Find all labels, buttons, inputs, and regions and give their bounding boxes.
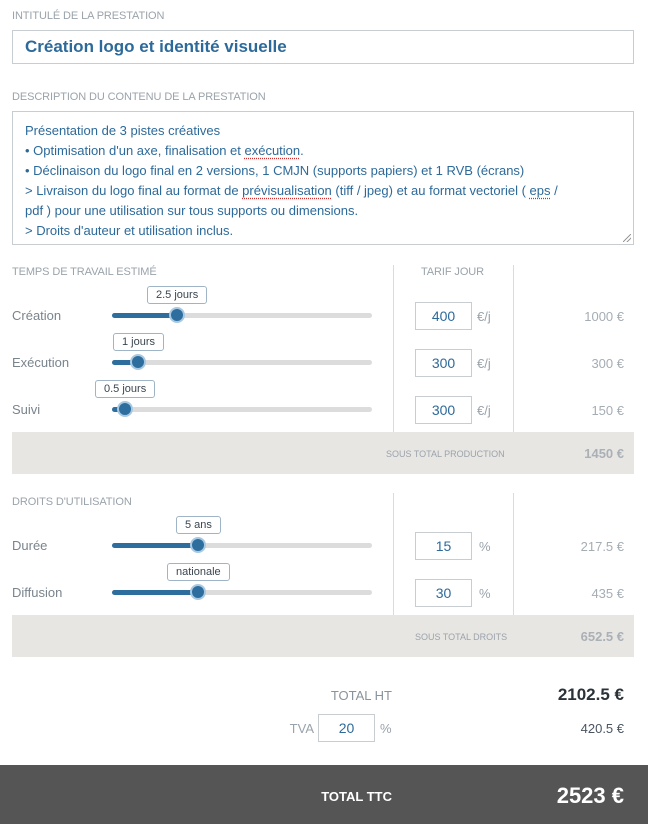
diffusion-percent-input[interactable]: 30 — [415, 579, 472, 607]
work-row-label-suivi: Suivi — [12, 402, 41, 417]
slider-fill — [112, 543, 198, 548]
rate-column-label: TARIF JOUR — [421, 266, 484, 278]
description-text: (tiff / jpeg) et au format vectoriel ( — [331, 183, 530, 198]
slider-track — [112, 360, 372, 365]
duree-amount: 217.5 € — [580, 539, 624, 554]
total-ttc-label: TOTAL TTC — [321, 789, 392, 804]
slider-value-tooltip: 2.5 jours — [147, 286, 207, 304]
rights-section-label: DROITS D'UTILISATION — [12, 496, 132, 508]
slider-track — [112, 407, 372, 412]
creation-amount: 1000 € — [584, 309, 624, 324]
slider-fill — [112, 590, 198, 595]
column-divider — [513, 493, 514, 615]
production-subtotal-label: SOUS TOTAL PRODUCTION — [386, 449, 505, 459]
duree-slider[interactable] — [112, 519, 372, 556]
rate-unit: €/j — [477, 356, 491, 371]
description-text: . — [300, 143, 304, 158]
tva-value: 420.5 € — [580, 721, 624, 736]
tva-rate-input[interactable]: 20 — [318, 714, 375, 742]
column-divider — [513, 265, 514, 432]
tva-percent-unit: % — [380, 721, 392, 736]
duree-percent-input[interactable]: 15 — [415, 532, 472, 560]
rights-subtotal-label: SOUS TOTAL DROITS — [415, 632, 508, 642]
description-line: > Droits d'auteur et utilisation inclus. — [25, 223, 234, 238]
slider-handle[interactable] — [190, 584, 206, 600]
slider-value-tooltip: 0.5 jours — [95, 380, 155, 398]
description-section-label: DESCRIPTION DU CONTENU DE LA PRESTATION — [12, 91, 266, 103]
work-row-label-creation: Création — [12, 308, 62, 323]
slider-handle[interactable] — [130, 354, 146, 370]
percent-unit: % — [479, 586, 491, 601]
column-divider — [393, 265, 394, 432]
description-line — [25, 141, 621, 161]
diffusion-slider[interactable] — [112, 566, 372, 603]
description-line: pdf ) pour une utilisation sur tous supports ou dimensions. — [25, 203, 359, 218]
slider-handle[interactable] — [190, 537, 206, 553]
title-section-label: INTITULÉ DE LA PRESTATION — [12, 10, 165, 22]
description-text: • Optimisation d'un axe, finalisation et — [25, 143, 245, 158]
rights-row-label-diffusion: Diffusion — [12, 585, 63, 600]
production-subtotal-value: 1450 € — [584, 446, 624, 461]
prestation-title-input[interactable]: Création logo et identité visuelle — [12, 30, 634, 64]
suivi-slider[interactable] — [104, 383, 372, 420]
column-divider — [393, 493, 394, 615]
execution-rate-input[interactable]: 300 — [415, 349, 472, 377]
description-line — [25, 181, 621, 201]
spellcheck-word: prévisualisation — [242, 183, 332, 198]
rights-subtotal-value: 652.5 € — [580, 629, 624, 644]
description-textarea[interactable] — [12, 111, 634, 245]
work-section-label: TEMPS DE TRAVAIL ESTIMÉ — [12, 266, 157, 278]
percent-unit: % — [479, 539, 491, 554]
production-subtotal-band — [12, 432, 634, 474]
total-ttc-bar — [0, 765, 648, 824]
slider-value-tooltip: 1 jours — [113, 333, 164, 351]
total-ttc-value: 2523 € — [556, 783, 624, 808]
execution-slider[interactable] — [112, 336, 372, 373]
rate-unit: €/j — [477, 403, 491, 418]
slider-handle[interactable] — [117, 401, 133, 417]
creation-rate-input[interactable]: 400 — [415, 302, 472, 330]
total-ht-value: 2102.5 € — [557, 685, 624, 704]
description-text: > Livraison du logo final au format de — [25, 183, 243, 198]
resize-grip-icon[interactable] — [623, 234, 631, 242]
work-row-label-execution: Exécution — [12, 355, 70, 370]
suivi-amount: 150 € — [591, 403, 624, 418]
slider-handle[interactable] — [169, 307, 185, 323]
diffusion-amount: 435 € — [591, 586, 624, 601]
rate-unit: €/j — [477, 309, 491, 324]
description-line: Présentation de 3 pistes créatives — [25, 123, 221, 138]
spellcheck-word: eps — [529, 183, 551, 198]
execution-amount: 300 € — [591, 356, 624, 371]
tva-label: TVA — [289, 721, 314, 736]
rights-subtotal-band — [12, 615, 634, 657]
creation-slider[interactable] — [112, 289, 372, 326]
slider-value-tooltip: nationale — [167, 563, 230, 581]
suivi-rate-input[interactable]: 300 — [415, 396, 472, 424]
slider-value-tooltip: 5 ans — [176, 516, 221, 534]
slider-fill — [112, 313, 177, 318]
total-ht-label: TOTAL HT — [330, 688, 392, 703]
spellcheck-word: exécution — [244, 143, 301, 158]
description-text: / — [550, 183, 558, 198]
rights-row-label-duree: Durée — [12, 538, 48, 553]
description-line: • Déclinaison du logo final en 2 versions, 1 CMJN (supports papiers) et 1 RVB (écrans) — [25, 163, 525, 178]
